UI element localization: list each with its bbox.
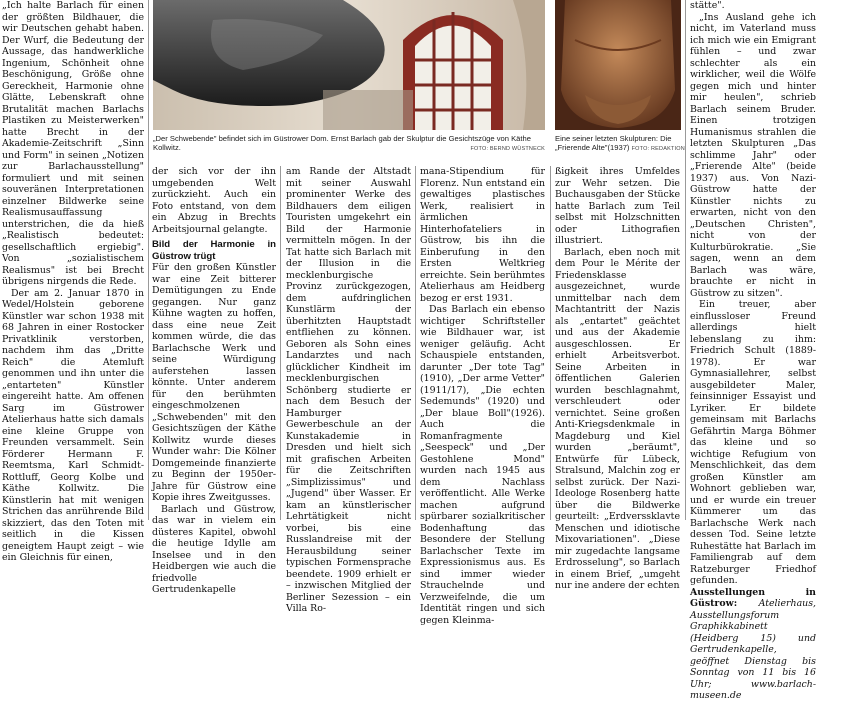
paragraph: der sich vor der ihn umgebenden Welt zurückzieht. Auch ein Foto entstand, von dem ein Abzug in Brechts Arbeitsjournal gelangte. <box>152 166 276 235</box>
photo-credit: FOTO: REDAKTION <box>631 146 685 152</box>
photo-caption-main <box>153 134 545 158</box>
paragraph: „Ich halte Barlach für einen der größten Bildhauer, die wir Deutschen gehabt haben. Der Wurf, die Bedeutung der Aussage, das handwerkliche Ingenium, Schönheit ohne Beschönigung, Größe ohne Gereckheit, Harmonie ohne Glätte, Lebenskraft ohne Brutalität machen Barlachs Plastiken zu Meisterwerken" hatte Brecht in der Akademie-Zeitschrift „Sinn und Form" in seinen „Notizen zur Barlachausstellung" formuliert und mit seinen souveränen Interpretationen einzelner Bildwerke seine Realismusauffassung unterstrichen, die da hieß „Realistisch bedeutet: gesellschaftlich ergiebig". Von „sozialistischem Realismus" ist bei Brecht übrigens nirgends die Rede. <box>2 0 144 287</box>
paragraph: Der am 2. Januar 1870 in Wedel/Holstein geborene Künstler war schon 1938 mit 68 Jahren in einer Rostocker Privatklinik verstorben, nachdem ihm das „Dritte Reich" die Atemluft genommen und ihn unter die „entarteten" Künstler eingereiht hatte. Am offenen Sarg im Güstrower Atelierhaus hatte sich damals eine kleine Gruppe von Freunden versammelt. Sein Förderer Hermann F. Reemtsma, Karl Schmidt-Rottluff, Georg Kolbe und Käthe Kollwitz. Die Künstlerin hat mit wenigen Strichen das anrührende Bild skizziert, das den Toten mit seitlich in die Kissen geneigtem Haupt zeigt – wie ein Gleichnis für einen, <box>2 287 144 563</box>
exhibition-info-heading: Ausstellungen in Güstrow: <box>690 586 816 609</box>
column-divider <box>550 166 551 520</box>
column-divider <box>415 166 416 520</box>
exhibition-info-text: Atelierhaus, Ausstellungsforum Graphikkabinett (Heidberg 15) und Gertrudenkapelle, geöffnet Dienstag bis Sonntag von 11 bis 16 Uhr; www.barlach-museen.de <box>690 598 816 701</box>
paragraph: ßigkeit ihres Umfeldes zur Wehr setzen. Die Buchausgaben der Stücke hatte Barlach zum Teil selbst mit Holzschnitten oder Lithografien illustriert. <box>555 166 680 246</box>
subheading: Bild der Harmonie in Güstrow trügt <box>152 239 276 262</box>
column-divider <box>148 0 149 520</box>
paragraph: stätte". <box>690 0 725 11</box>
photo-credit: FOTO: BERND WÜSTNECK <box>470 146 545 152</box>
paragraph: Das Barlach ein ebenso wichtiger Schriftsteller wie Bildhauer war, ist weniger geläufig. Acht Schauspiele entstanden, darunter „Der tote Tag" (1910), „Der arme Vetter" (1911/17), „Die echten Sedemunds" (1920) und „Der blaue Boll"(1926). Auch die Romanfragmente „Seespeck" und „Der Gestohlene Mond" wurden nach 1945 aus dem Nachlass veröffentlicht. Alle Werke machen aufgrund spürbarer sozialkritischer Bodenhaftung das Besondere der Stellung Barlachscher Texte im Expressionismus aus. Es sind immer wieder Strauchelnde und Verzweifelnde, die um Identität ringen und sich gegen Kleinma- <box>420 304 545 626</box>
paragraph: „Ins Ausland gehe ich nicht, im Vaterland muss ich mich wie ein Emigrant fühlen – und zwar schlechter als ein wirklicher, weil die Wölfe gegen mich und hinter mir heulen", schrieb Barlach seinem Bruder. Einen trotzigen Humanismus strahlen die letzten Skulpturen „Das schlimme Jahr" oder „Frierende Alte" (beide 1937) aus. Von Nazi-Güstrow hatte der Künstler nichts zu erwarten, nicht von den „Deutschen Christen", nicht von der Kulturbürokratie. „Sie sagen, wenn an dem Barlach was wäre, brauchte er nicht in Güstrow zu sitzen". <box>690 11 816 299</box>
paragraph: mana-Stipendium für Florenz. Nun entstand ein gewaltiges plastisches Werk, realisiert in ärmlichen Hinterhofateliers in Güstrow, bis ihn die Einberufung in den Ersten Weltkrieg erreichte. Sein berühmtes Atelierhaus am Heidberg bezog er erst 1931. <box>420 166 545 304</box>
frierende-alte-image <box>555 0 681 130</box>
sculpture-photo-schwebender <box>153 0 545 130</box>
column-divider <box>280 166 281 520</box>
sculpture-photo-frierende-alte <box>555 0 681 130</box>
column-divider <box>685 0 686 520</box>
paragraph: Für den großen Künstler war eine Zeit bitterer Demütigungen zu Ende gegangen. Nur ganz Kühne wagten zu hoffen, dass eine neue Zeit kommen würde, die das Barlachsche Werk und seine Würdigung auferstehen lassen könnte. Unter anderem für den berühmten eingeschmolzenen „Schwebenden" mit den Gesichtszügen der Käthe Kollwitz wurde dieses Wunder wahr: Die Kölner Domgemeinde finanzierte zu Beginn der 1950er-Jahre für Güstrow eine Kopie ihres Zweitgusses. <box>152 262 276 503</box>
column-6 <box>690 0 816 701</box>
column-2 <box>152 166 276 595</box>
paragraph: Ein treuer, aber einflussloser Freund allerdings hielt lebenslang zu ihm: Friedrich Schult (1889-1978). Er war Gymnasiallehrer, selbst ausgebildeter Maler, feinsinniger Essayist und Lyriker. Er bildete gemeinsam mit Barlachs Gefährtin Marga Böhmer das kleine und so wichtige Refugium von Menschlichkeit, das dem großen Künstler am Wohnort geblieben war, und er wurde ein treuer Kümmerer um das Barlachsche Werk nach dessen Tod. Seine letzte Ruhestätte hat Barlach im Familiengrab auf dem Ratzeburger Friedhof gefunden. <box>690 299 816 586</box>
caption-text: „Der Schwebende" befindet sich im Güstrower Dom. Ernst Barlach gab der Skulptur die Gesichtszüge von Käthe Kollwitz. <box>153 134 531 152</box>
photo-caption-right <box>555 134 685 158</box>
column-3 <box>286 166 411 614</box>
paragraph: Barlach, eben noch mit dem Pour le Mérite der Friedensklasse ausgezeichnet, wurde unmittelbar nach dem Machtantritt der Nazis als „entartet" geächtet und aus der Akademie ausgeschlossen. Er erhielt Arbeitsverbot. Seine Arbeiten in öffentlichen Galerien wurden beschlagnahmt, verschleudert oder vernichtet. Seine großen Anti-Kriegsdenkmale in Magdeburg und Kiel wurden „beräumt", Entwürfe für Lübeck, Stralsund, Malchin zog er selbst zurück. Der Nazi-Ideologe Rosenberg hatte über die Bildwerke geurteilt: „Erdverssklavte Menschen und idiotische Mixovariationen". „Diese mir zugedachte langsame Erdrosselung", so Barlach in einem Brief, „umgeht nur ine andere der echten <box>555 246 680 591</box>
schwebender-image <box>153 0 545 130</box>
column-left <box>2 0 144 563</box>
paragraph: Barlach und Güstrow, das war in vielem ein düsteres Kapitel, obwohl die heutige Idylle am Inselsee und in den Heidbergen wie auch die friedvolle Gertrudenkapelle <box>152 503 276 595</box>
exhibition-info <box>690 587 816 702</box>
column-5 <box>555 166 680 591</box>
column-4 <box>420 166 545 626</box>
caption-text: Eine seiner letzten Skulpturen: Die „Frierende Alte"(1937) <box>555 134 672 152</box>
paragraph: am Rande der Altstadt mit seiner Auswahl prominenter Werke des Bildhauers dem eiligen Touristen umgekehrt ein Bild der Harmonie vermitteln mögen. In der Tat hatte sich Barlach mit der Illusion in die mecklenburgische Provinz zurückgezogen, dem aufdringlichen Kunstlärm der überhitzten Hauptstadt entfliehen zu können. Geboren als Sohn eines Landarztes und nach glücklicher Kindheit im mecklenburgischen Schönberg studierte er nach dem Besuch der Hamburger Gewerbeschule an der Kunstakademie in Dresden und hielt sich mit grafischen Arbeiten für die Zeitschriften „Simplizissimus" und „Jugend" über Wasser. Er kam an künstlerischer Lehrtätigkeit nicht vorbei, bis eine Russlandreise mit der Herausbildung seiner typischen Formensprache beendete. 1909 erhielt er – inzwischen Mitglied der Berliner Sezession – ein Villa Ro- <box>286 166 411 614</box>
